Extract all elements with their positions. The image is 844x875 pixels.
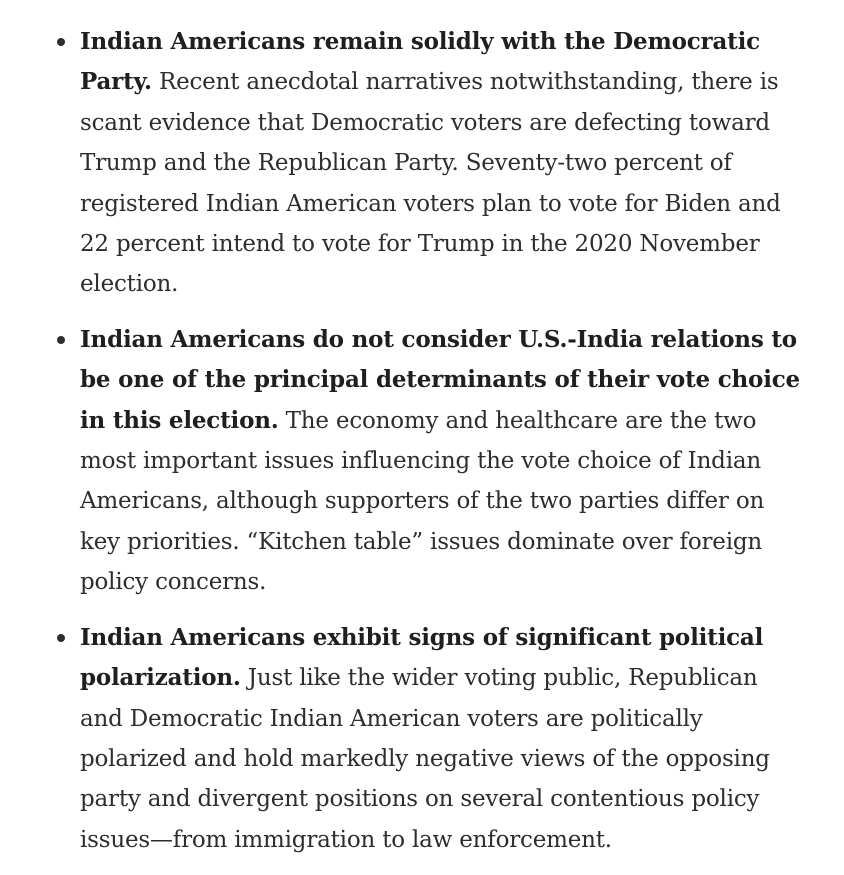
list-item — [0, 320, 844, 603]
finding-lead: Indian Americans remain solidly with the Democratic Party. — [80, 28, 760, 96]
finding-body: Recent anecdotal narratives notwithstanding, there is scant evidence that Democratic voters are defecting toward Trump and the Republican Party. Seventy-two percent of registered Indian American voters plan to vote for Biden and 22 percent intend to vote for Trump in the 2020 November election. — [80, 69, 781, 298]
article-content — [0, 22, 844, 875]
bullet-dot-icon — [57, 336, 65, 344]
key-findings-list — [0, 22, 844, 860]
list-item — [0, 22, 844, 305]
finding-lead: Indian Americans exhibit signs of significant political polarization. — [80, 623, 764, 692]
list-item — [0, 618, 844, 860]
finding-lead: Indian Americans do not consider U.S.-India relations to be one of the principal determinants of their vote choice in this election. — [80, 325, 800, 434]
finding-body: The economy and healthcare are the two most important issues influencing the vote choice of Indian Americans, although supporters of the two parties differ on key priorities. “Kitchen table” issues dominate over foreign policy concerns. — [80, 407, 765, 596]
bullet-dot-icon — [57, 38, 65, 46]
bullet-dot-icon — [57, 634, 65, 642]
finding-body: Just like the wider voting public, Republican and Democratic Indian American voters are politically polarized and hold markedly negative views of the opposing party and divergent positions on several contentious policy issues—from immigration to law enforcement. — [80, 665, 770, 853]
